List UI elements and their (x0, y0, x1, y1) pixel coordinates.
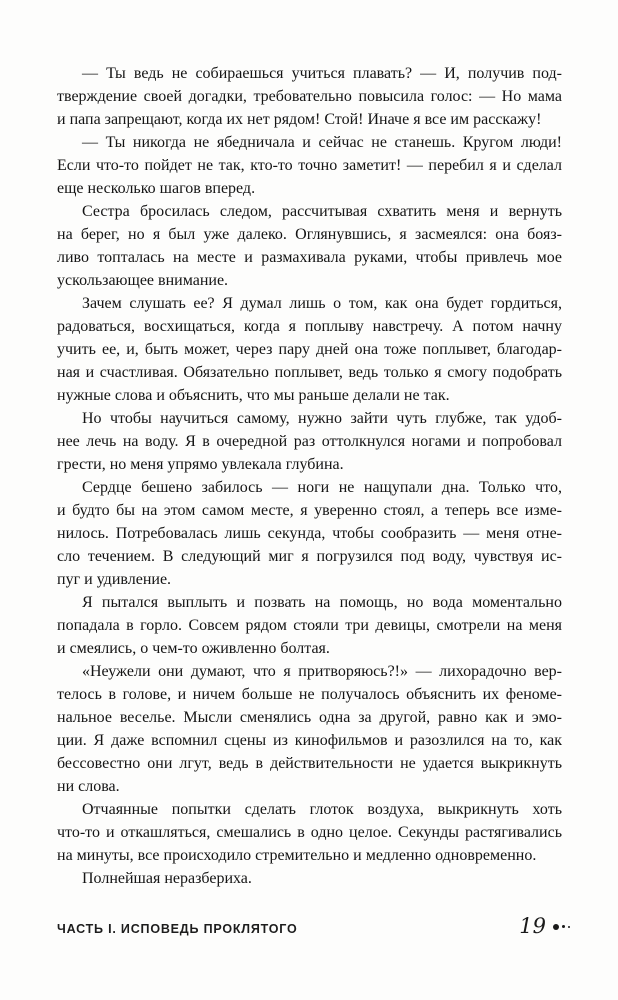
text-line: тверждение своей догадки, требовательно повысила голос: — Но мама (57, 88, 562, 105)
text-line: грести, но меня упрямо увлекала глубина. (57, 456, 344, 473)
page-number: 19 (519, 914, 546, 938)
text-line: на берег, но я был уже далеко. Оглянувшись, я засмеялся: она бояз- (57, 226, 562, 243)
paragraph (57, 798, 562, 867)
text-block (57, 62, 562, 890)
paragraph (57, 660, 562, 798)
text-line: Но чтобы научиться самому, нужно зайти чуть глубже, так удоб- (82, 410, 562, 427)
text-line: Зачем слушать ее? Я думал лишь о том, как она будет гордиться, (82, 295, 562, 312)
text-line: учить ее, и, быть может, через пару дней она тоже поплывет, благодар- (57, 341, 562, 358)
text-line: Я пытался выплыть и позвать на помощь, но вода моментально (82, 594, 562, 611)
paragraph (57, 867, 562, 890)
text-line: нее лечь на воду. Я в очередной раз оттолкнулся ногами и попробовал (57, 433, 562, 450)
paragraph (57, 591, 562, 660)
text-line: пуг и удивление. (57, 571, 172, 588)
text-line: Если что-то пойдет не так, кто-то точно заметит! — перебил я и сделал (57, 157, 562, 174)
text-line: радоваться, восхищаться, когда я поплыву навстречу. А потом начну (57, 318, 562, 335)
text-line: «Неужели они думают, что я притворяюсь?!» — лихорадочно вер- (82, 663, 562, 680)
text-line: Сердце бешено забилось — ноги не нащупали дна. Только что, (82, 479, 562, 496)
text-line: и папа запрещают, когда их нет рядом! Стой! Иначе я все им расскажу! (57, 111, 542, 128)
text-line: нилось. Потребовалась лишь секунда, чтобы сообразить — меня отне- (57, 525, 562, 542)
text-line: ускользающее внимание. (57, 272, 229, 289)
text-line: Отчаянные попытки сделать глоток воздуха, выкрикнуть хоть (82, 801, 562, 818)
text-line: нужные слова и объяснить, что мы раньше делали не так. (57, 387, 450, 404)
text-line: — Ты ведь не собираешься учиться плавать? — И, получив под- (82, 65, 562, 82)
ornament-dot-medium (562, 925, 565, 928)
text-line: еще несколько шагов вперед. (57, 180, 256, 197)
text-line: ции. Я даже вспомнил сцены из кинофильмов и разозлился на то, как (57, 732, 562, 749)
paragraph (57, 407, 562, 476)
text-line: Полнейшая неразбериха. (82, 870, 252, 887)
text-line: ливо топталась на месте и размахивала руками, чтобы привлечь мое (57, 249, 562, 266)
text-line: нальное веселье. Мысли сменялись одна за другой, равно как и эмо- (57, 709, 562, 726)
paragraph (57, 131, 562, 200)
page-number-group (519, 916, 570, 937)
text-line: на минуты, все происходило стремительно и медленно одновременно. (57, 847, 537, 864)
text-line: и будто бы на этом самом месте, я уверенно стоял, а теперь все изме- (57, 502, 562, 519)
ornament-dot-large (553, 924, 559, 930)
text-line: ная и счастливая. Обязательно поплывет, ведь только я смогу подобрать (57, 364, 562, 381)
text-line: телось в голове, и ничем больше не получалось объяснить их феноме- (57, 686, 562, 703)
text-line: бессовестно они лгут, ведь в действительности не удается выкрикнуть (57, 755, 562, 772)
paragraph (57, 200, 562, 292)
text-line: сло течением. В следующий миг я погрузился под воду, чувствуя ис- (57, 548, 562, 565)
page-footer (57, 916, 570, 937)
ornament-dot-small (568, 926, 570, 928)
paragraph (57, 292, 562, 407)
text-line: Сестра бросилась следом, рассчитывая схватить меня и вернуть (82, 203, 562, 220)
text-line: и смеялись, о чем-то оживленно болтая. (57, 640, 330, 657)
footer-ornament-dots-icon (553, 924, 570, 930)
text-line: что-то и откашляться, смешались в одно целое. Секунды растягивались (57, 824, 562, 841)
text-line: попадала в горло. Совсем рядом стояли три девицы, смотрели на меня (57, 617, 562, 634)
paragraph (57, 62, 562, 131)
running-title: ЧАСТЬ I. ИСПОВЕДЬ ПРОКЛЯТОГО (57, 922, 298, 936)
paragraph (57, 476, 562, 591)
text-line: — Ты никогда не ябедничала и сейчас не станешь. Кругом люди! (82, 134, 562, 151)
text-line: ни слова. (57, 778, 120, 795)
